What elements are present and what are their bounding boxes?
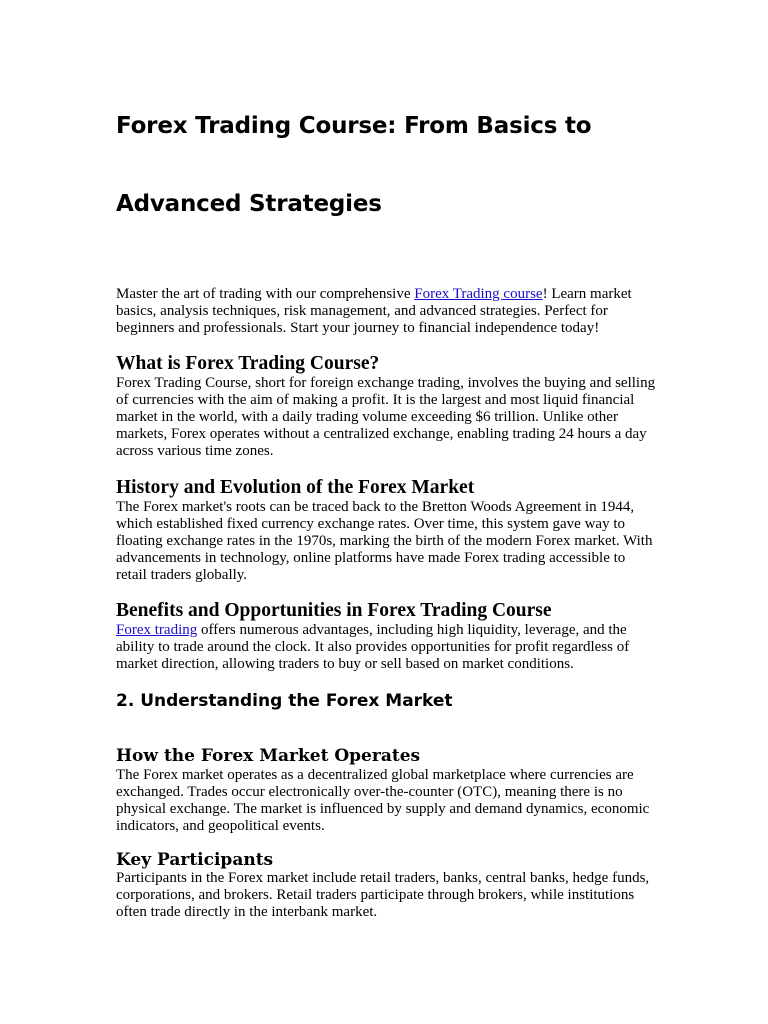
section-heading-benefits: Benefits and Opportunities in Forex Trading Course — [116, 600, 552, 621]
section-heading-understanding: 2. Understanding the Forex Market — [116, 691, 453, 711]
forex-trading-link[interactable]: Forex trading — [116, 622, 198, 638]
section-heading-history: History and Evolution of the Forex Market — [116, 477, 475, 498]
section-heading-operates: How the Forex Market Operates — [116, 746, 421, 766]
intro-paragraph — [116, 286, 656, 337]
section-body-participants: Participants in the Forex market include retail traders, banks, central banks, hedge funds, corporations, and brokers. Retail traders participate through brokers, while institutions often trade directly in the interbank market. — [116, 870, 650, 920]
intro-text-before: Master the art of trading with our comprehensive — [116, 286, 415, 302]
section-body-benefits — [116, 622, 656, 673]
section-heading-what: What is Forex Trading Course? — [116, 353, 380, 374]
intro-text-after: ! Learn market basics, analysis techniques, risk management, and advanced strategies. Perfect for beginners and professionals. Start your journey to financial independence today! — [116, 286, 632, 336]
benefits-text: offers numerous advantages, including high liquidity, leverage, and the ability to trade around the clock. It also provides opportunities for profit regardless of market direction, allowing traders to buy or sell based on market conditions. — [116, 622, 630, 672]
section-heading-participants: Key Participants — [116, 850, 274, 870]
document-title-line-1: Forex Trading Course: From Basics to — [116, 113, 592, 139]
section-body-what: Forex Trading Course, short for foreign exchange trading, involves the buying and selling of currencies with the aim of making a profit. It is the largest and most liquid financial market in the world, with a daily trading volume exceeding $6 trillion. Unlike other markets, Forex operates without a centralized exchange, enabling trading 24 hours a day across various time zones. — [116, 375, 656, 459]
document-title-line-2: Advanced Strategies — [116, 191, 382, 217]
section-body-history: The Forex market's roots can be traced back to the Bretton Woods Agreement in 1944, which established fixed currency exchange rates. Over time, this system gave way to floating exchange rates in the 1970s, marking the birth of the modern Forex market. With advancements in technology, online platforms have made Forex trading accessible to retail traders globally. — [116, 499, 653, 583]
forex-trading-course-link[interactable]: Forex Trading course — [414, 286, 543, 302]
section-body-operates: The Forex market operates as a decentralized global marketplace where currencies are exchanged. Trades occur electronically over-the-counter (OTC), meaning there is no physical exchange. The market is influenced by supply and demand dynamics, economic indicators, and geopolitical events. — [116, 767, 650, 834]
